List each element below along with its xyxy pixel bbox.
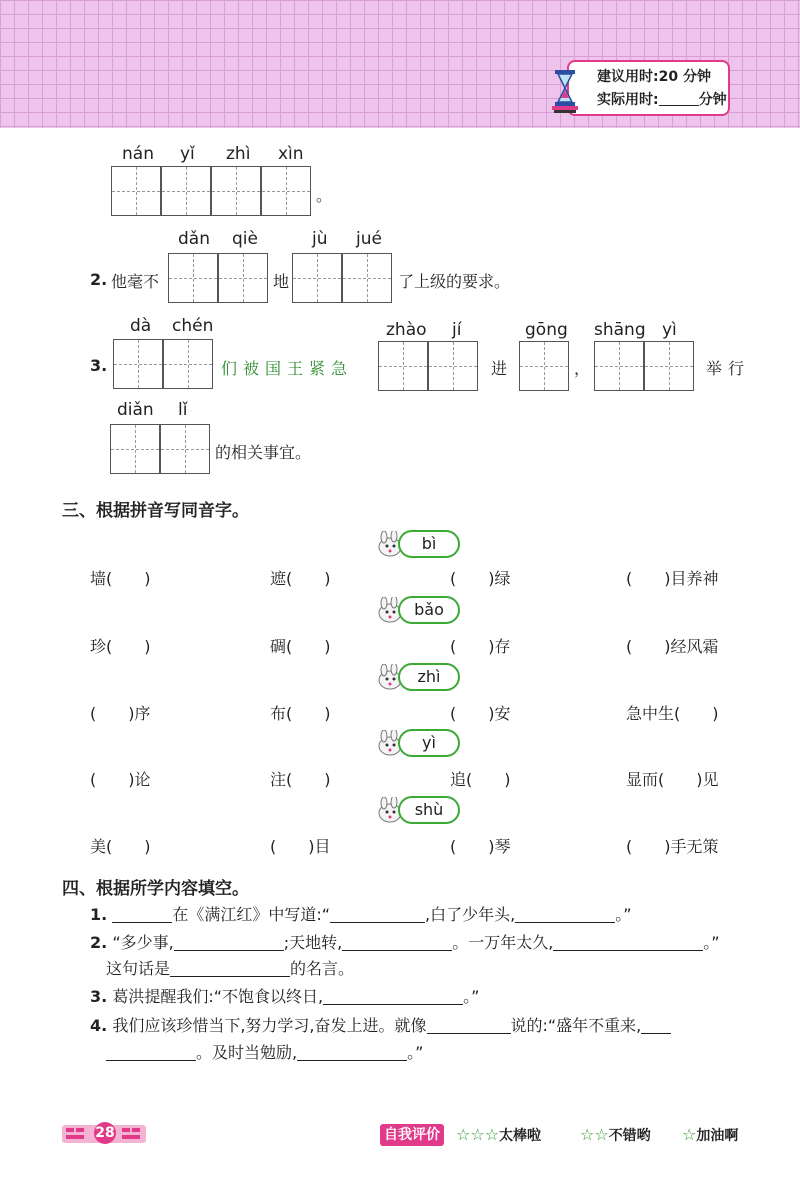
char-box[interactable]	[594, 341, 644, 391]
star-icon: ☆	[682, 1125, 697, 1144]
char-box[interactable]	[163, 339, 213, 389]
char-box[interactable]	[261, 166, 311, 216]
homophone-item[interactable]: 急中生( )	[626, 704, 719, 723]
question-text: 。”	[615, 905, 632, 924]
answer-blank[interactable]	[427, 1017, 511, 1034]
pinyin-bubble: yì	[398, 729, 460, 757]
homophone-item[interactable]: 美( )	[90, 837, 151, 856]
question-text: ,白了少年头,	[425, 905, 516, 924]
star-icon: ☆☆☆	[456, 1125, 500, 1144]
pinyin: dà	[130, 316, 152, 336]
pinyin: xìn	[278, 144, 304, 164]
pinyin: jí	[452, 320, 462, 340]
answer-blank[interactable]	[515, 906, 615, 923]
suggest-value: 20	[658, 69, 679, 85]
homophone-item[interactable]: ( )目养神	[626, 569, 719, 588]
homophone-item[interactable]: 珍( )	[90, 637, 151, 656]
section-title: 四、根据所学内容填空。	[62, 879, 249, 899]
eval-option-3[interactable]	[456, 1124, 541, 1147]
answer-blank[interactable]	[330, 906, 425, 923]
question-text: 举行	[706, 359, 751, 378]
eval-text: 加油啊	[696, 1128, 739, 1144]
question-number: 1.	[90, 905, 108, 924]
page-number: 28	[94, 1122, 116, 1144]
homophone-item[interactable]: 碉( )	[270, 637, 331, 656]
homophone-item[interactable]: ( )目	[270, 837, 331, 856]
homophone-item[interactable]: 遮( )	[270, 569, 331, 588]
pinyin: gōng	[525, 320, 568, 340]
pinyin: zhì	[226, 144, 251, 164]
answer-blank[interactable]	[297, 1044, 407, 1061]
eval-option-1[interactable]	[682, 1124, 738, 1147]
eval-text: 太棒啦	[499, 1128, 542, 1144]
question-text: 我们应该珍惜当下,努力学习,奋发上进。就像	[112, 1016, 427, 1035]
question-text: 们被国王紧急	[221, 359, 354, 378]
char-box[interactable]	[378, 341, 428, 391]
question-text: 进	[491, 359, 508, 378]
question-text: 在《满江红》中写道:“	[172, 905, 330, 924]
question-text: 。”	[463, 987, 480, 1006]
question-text: 这句话是	[106, 959, 171, 978]
char-box[interactable]	[110, 424, 160, 474]
star-icon: ☆☆	[580, 1125, 609, 1144]
pinyin-bubble: zhì	[398, 663, 460, 691]
pinyin: jù	[312, 229, 328, 249]
answer-blank[interactable]	[112, 906, 172, 923]
char-box[interactable]	[211, 166, 261, 216]
comma: ，	[574, 359, 591, 378]
pinyin-bubble: bì	[398, 530, 460, 558]
answer-blank[interactable]	[174, 934, 284, 951]
question-text: 的名言。	[290, 959, 355, 978]
question-text: 。”	[703, 933, 720, 952]
char-box[interactable]	[644, 341, 694, 391]
eval-option-2[interactable]	[580, 1124, 651, 1147]
char-box[interactable]	[342, 253, 392, 303]
pinyin: shāng	[594, 320, 646, 340]
pinyin: diǎn	[117, 400, 154, 420]
time-box	[567, 60, 730, 116]
fill-question-3	[90, 984, 479, 1007]
pinyin: jué	[356, 229, 382, 249]
pinyin: chén	[172, 316, 214, 336]
answer-blank[interactable]	[106, 1044, 196, 1061]
homophone-item[interactable]: ( )序	[90, 704, 151, 723]
pinyin: dǎn	[178, 229, 210, 249]
pinyin-bubble: bǎo	[398, 596, 460, 624]
suggest-label: 建议用时:	[597, 69, 659, 85]
question-number: 4.	[90, 1016, 108, 1035]
fill-question-2-line2	[106, 956, 354, 979]
period: 。	[316, 186, 333, 205]
pinyin: zhào	[386, 320, 427, 340]
question-text: “多少事,	[112, 933, 174, 952]
homophone-item[interactable]: ( )手无策	[626, 837, 719, 856]
question-text: 的相关事宜。	[215, 443, 312, 462]
homophone-item[interactable]: ( )论	[90, 770, 151, 789]
fill-question-4	[90, 1013, 671, 1036]
homophone-item[interactable]: 注( )	[270, 770, 331, 789]
homophone-item[interactable]: 显而( )见	[626, 770, 719, 789]
homophone-item[interactable]: 追( )	[450, 770, 511, 789]
eval-text: 不错哟	[608, 1128, 651, 1144]
char-box[interactable]	[168, 253, 218, 303]
question-text: 他毫不	[111, 272, 160, 291]
question-number: 3.	[90, 987, 108, 1006]
answer-blank[interactable]	[323, 988, 463, 1005]
question-text: 了上级的要求。	[398, 272, 511, 291]
char-box[interactable]	[292, 253, 342, 303]
char-box[interactable]	[160, 424, 210, 474]
pinyin: yǐ	[180, 144, 195, 164]
fill-question-4-line2	[106, 1040, 423, 1063]
question-text: 。一万年太久,	[452, 933, 554, 952]
char-box[interactable]	[218, 253, 268, 303]
section-title: 三、根据拼音写同音字。	[62, 501, 249, 521]
question-number: 2.	[90, 270, 108, 289]
question-text: 。及时当勉励,	[196, 1043, 298, 1062]
pinyin: nán	[122, 144, 154, 164]
question-text: ;天地转,	[283, 933, 343, 952]
char-box[interactable]	[113, 339, 163, 389]
answer-blank[interactable]	[342, 934, 452, 951]
suggest-unit: 分钟	[682, 69, 711, 85]
hourglass-icon	[552, 68, 578, 114]
char-box[interactable]	[428, 341, 478, 391]
answer-blank[interactable]	[641, 1017, 671, 1034]
pinyin: qiè	[232, 229, 258, 249]
homophone-item[interactable]: ( )琴	[450, 837, 511, 856]
homophone-item[interactable]: 布( )	[270, 704, 331, 723]
question-number: 2.	[90, 933, 108, 952]
question-text: 。”	[407, 1043, 424, 1062]
fill-question-1	[90, 902, 631, 925]
homophone-item[interactable]: ( )安	[450, 704, 511, 723]
question-text: 说的:“盛年不重来,	[510, 1016, 642, 1035]
char-box[interactable]	[111, 166, 161, 216]
pinyin: yì	[662, 320, 677, 340]
answer-blank[interactable]	[170, 960, 290, 977]
self-eval-label: 自我评价	[380, 1124, 444, 1146]
homophone-item[interactable]: 墙( )	[90, 569, 151, 588]
actual-label: 实际用时:	[597, 92, 659, 108]
actual-unit: 分钟	[698, 92, 727, 108]
pinyin: lǐ	[178, 400, 188, 420]
char-box[interactable]	[519, 341, 569, 391]
fill-question-2	[90, 930, 720, 953]
char-box[interactable]	[161, 166, 211, 216]
pinyin-bubble: shù	[398, 796, 460, 824]
homophone-item[interactable]: ( )经风霜	[626, 637, 719, 656]
question-number: 3.	[90, 356, 108, 375]
homophone-item[interactable]: ( )绿	[450, 569, 511, 588]
answer-blank[interactable]	[553, 934, 703, 951]
actual-time-blank[interactable]	[659, 91, 699, 106]
homophone-item[interactable]: ( )存	[450, 637, 511, 656]
question-text: 葛洪提醒我们:“不饱食以终日,	[112, 987, 324, 1006]
question-text: 地	[273, 272, 290, 291]
